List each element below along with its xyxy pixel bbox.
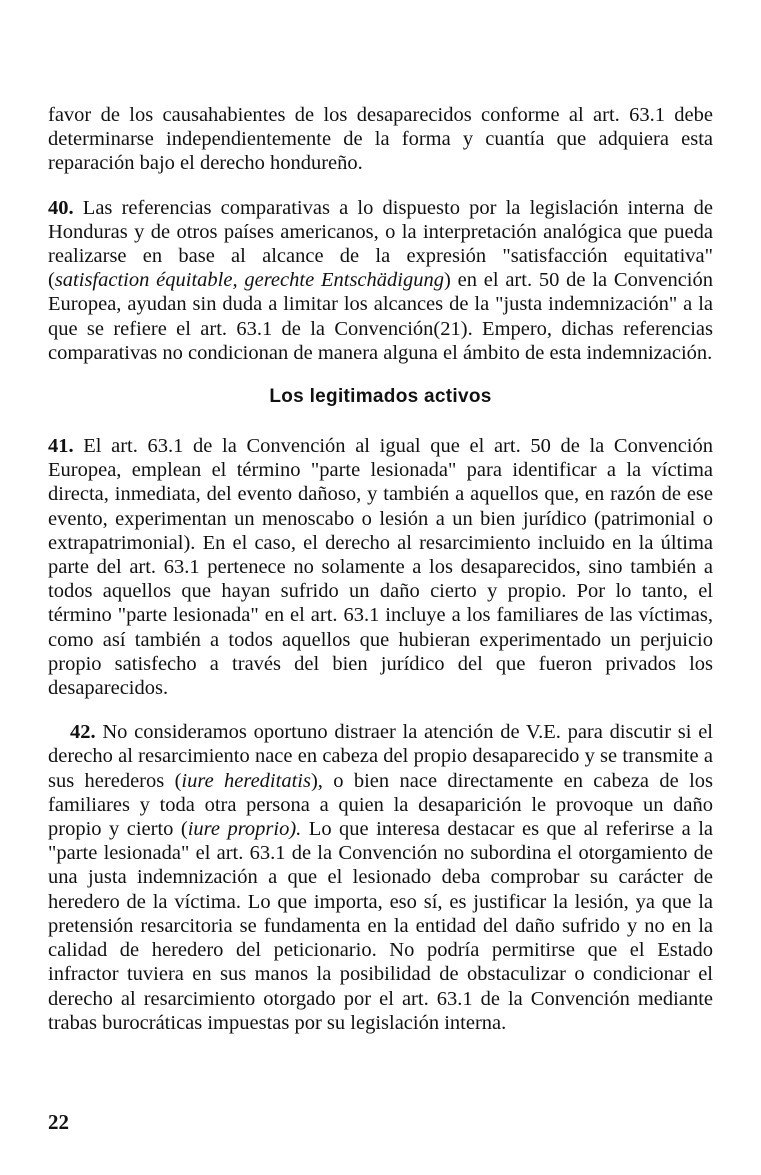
paragraph-41 (48, 434, 713, 700)
paragraph-number: 40. (48, 196, 74, 219)
paragraph-40 (48, 196, 713, 365)
paragraph-text: ), o bien nace directamente en cabeza de los familiares y toda otra persona a quien la desaparición le provoque un daño propio y cierto ( (48, 769, 713, 841)
page-number: 22 (48, 1110, 69, 1134)
paragraph-text: El art. 63.1 de la Convención al igual que el art. 50 de la Convención Europea, emplean el término "parte lesionada" para identificar a la víctima directa, inmediata, del evento dañoso, y también a aquellos que, en razón de ese evento, experimentan un menoscabo o lesión a un bien jurídico (patrimonial o extrapatrimonial). En el caso, el derecho al resarcimiento incluido en la última parte del art. 63.1 pertenece no solamente a los desaparecidos, sino también a todos aquellos que hayan sufrido un daño cierto y propio. Por lo tanto, el término "parte lesionada" en el art. 63.1 incluye a los familiares de las víctimas, como así también a todos aquellos que hubieran experimentado un perjuicio propio satisfecho a través del bien jurídico del que fueron privados los desaparecidos. (48, 435, 713, 700)
paragraph-intro: favor de los causahabientes de los desaparecidos conforme al art. 63.1 debe determinarse independientemente de la forma y cuantía que adquiera esta reparación bajo el derecho hondureño. (48, 104, 713, 175)
document-page (48, 103, 713, 1055)
italic-phrase: satisfaction équitable, gerechte Entschädigung (54, 269, 444, 292)
italic-phrase: iure proprio). (187, 818, 302, 841)
paragraph-text: Lo que interesa destacar es que al referirse a la "parte lesionada" el art. 63.1 de la Convención no subordina el otorgamiento de una justa indemnización a que el lesionado deba comprobar su carácter de heredero de la víctima. Lo que importa, eso sí, es justificar la lesión, ya que la pretensión resarcitoria se fundamenta en la entidad del daño sufrido y no en la calidad de heredero del peticionario. No podría permitirse que el Estado infractor tuviera en sus manos la posibilidad de obstaculizar o condicionar el derecho al resarcimiento otorgado por el art. 63.1 de la Convención mediante trabas burocráticas impuestas por su legislación interna. (48, 818, 714, 1034)
paragraph-text: ) en el art. 50 de la Convención Europea, ayudan sin duda a limitar los alcances de la "justa indemnización" a la que se refiere el art. 63.1 de la Convención(21). Empero, dichas referencias comparativas no condicionan de manera alguna el ámbito de esta indemnización. (48, 269, 713, 364)
paragraph-42 (48, 720, 713, 1035)
italic-phrase: iure hereditatis (181, 769, 311, 792)
paragraph-text: No consideramos oportuno distraer la atención de V.E. para discutir si el derecho al resarcimiento nace en cabeza del propio desaparecido y se transmite a sus herederos ( (48, 721, 713, 792)
section-heading: Los legitimados activos (269, 386, 492, 408)
paragraph-number: 42. (70, 721, 96, 744)
paragraph-text: Las referencias comparativas a lo dispuesto por la legislación interna de Honduras y de otros países americanos, o la interpretación analógica que pueda realizarse en base al alcance de la expresión "satisfacción equitativa" ( (48, 196, 713, 292)
paragraph-number: 41. (48, 435, 74, 458)
